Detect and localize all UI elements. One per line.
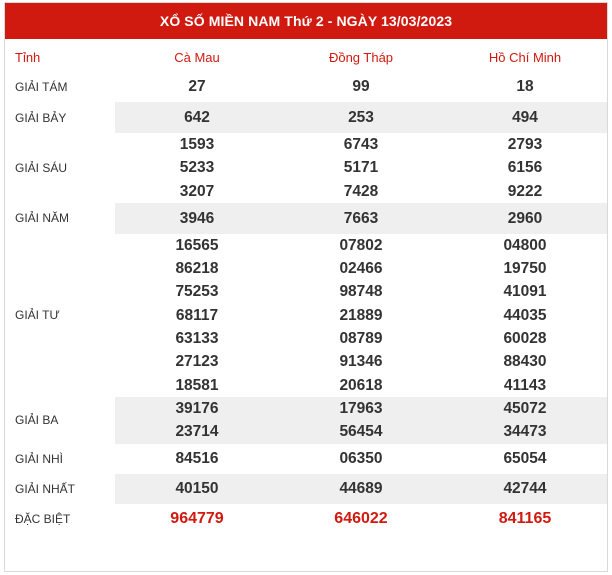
results-title: XỔ SỐ MIỀN NAM Thứ 2 - NGÀY 13/03/2023: [5, 3, 607, 39]
prize-label: GIẢI NĂM: [5, 203, 115, 234]
prize-number: 642: [184, 108, 210, 126]
prize-label: GIẢI TÁM: [5, 71, 115, 102]
prize-number: 17963: [339, 399, 383, 417]
prize-row-giai-tam: [5, 71, 607, 102]
prize-number: 91346: [339, 353, 383, 371]
prize-number: 56454: [339, 423, 383, 441]
prize-cell-ho-chi-minh: [443, 504, 607, 534]
prize-cell-dong-thap: [279, 474, 443, 504]
results-table: [5, 43, 607, 534]
prize-number: 253: [348, 108, 374, 126]
prize-number: 86218: [175, 260, 219, 278]
prize-number: 21889: [339, 306, 383, 324]
prize-cell-dong-thap: [279, 203, 443, 234]
prize-cell-ho-chi-minh: [443, 474, 607, 504]
prize-number: 27123: [175, 353, 219, 371]
prize-number: 6743: [343, 136, 379, 153]
prize-number: 19750: [503, 260, 547, 278]
prize-number: 7428: [343, 182, 379, 200]
province-label-header: Tỉnh: [5, 43, 115, 71]
prize-number: 2960: [507, 209, 543, 227]
prize-cell-ca-mau: [115, 203, 279, 234]
prize-number: 23714: [175, 423, 219, 441]
prize-cell-ca-mau: [115, 474, 279, 504]
prize-cell-ho-chi-minh: [443, 397, 607, 444]
prize-number: 6156: [507, 159, 543, 177]
prize-cell-ho-chi-minh: [443, 133, 607, 203]
prize-cell-dong-thap: [279, 102, 443, 133]
prize-number: 02466: [339, 260, 383, 278]
prize-label: GIẢI SÁU: [5, 133, 115, 203]
prize-number: 63133: [175, 330, 219, 348]
prize-number: 5233: [179, 159, 215, 177]
prize-number: 99: [352, 77, 370, 95]
prize-cell-ca-mau: [115, 444, 279, 474]
prize-number: 07802: [339, 236, 383, 254]
prize-number: 98748: [339, 283, 383, 301]
prize-number: 7663: [343, 209, 379, 227]
prize-cell-ca-mau: [115, 102, 279, 133]
province-header-dong-thap[interactable]: Đồng Tháp: [279, 43, 443, 71]
prize-number: 44689: [339, 479, 383, 497]
prize-row-giai-tu: [5, 234, 607, 397]
prize-row-giai-nam: [5, 203, 607, 234]
prize-number: 27: [188, 77, 206, 95]
prize-number: 39176: [175, 399, 219, 417]
prize-number: 34473: [503, 423, 547, 441]
prize-cell-dong-thap: [279, 397, 443, 444]
prize-label: ĐẶC BIỆT: [5, 504, 115, 534]
prize-cell-ho-chi-minh: [443, 203, 607, 234]
prize-cell-ho-chi-minh: [443, 102, 607, 133]
prize-number: 60028: [503, 330, 547, 348]
prize-number: 45072: [503, 399, 547, 417]
prize-cell-dong-thap: [279, 71, 443, 102]
prize-number: 75253: [175, 283, 219, 301]
prize-cell-dong-thap: [279, 444, 443, 474]
prize-number: 68117: [175, 306, 219, 324]
prize-cell-ho-chi-minh: [443, 234, 607, 397]
prize-number: 44035: [503, 306, 547, 324]
prize-number: 20618: [339, 376, 383, 394]
prize-cell-dong-thap: [279, 234, 443, 397]
prize-number: 964779: [170, 509, 224, 527]
prize-number: 9222: [507, 182, 543, 200]
prize-row-giai-bay: [5, 102, 607, 133]
prize-number: 65054: [503, 449, 547, 467]
prize-number: 04800: [503, 236, 547, 254]
prize-cell-ca-mau: [115, 234, 279, 397]
prize-row-giai-ba: [5, 397, 607, 444]
prize-cell-ca-mau: [115, 504, 279, 534]
prize-number: 41091: [503, 283, 547, 301]
prize-number: 84516: [175, 449, 219, 467]
prize-number: 42744: [503, 479, 547, 497]
prize-cell-dong-thap: [279, 133, 443, 203]
prize-label: GIẢI TƯ: [5, 234, 115, 397]
prize-number: 08789: [339, 330, 383, 348]
prize-number: 88430: [503, 353, 547, 371]
prize-row-giai-sau: [5, 133, 607, 203]
prize-number: 06350: [339, 449, 383, 467]
prize-row-giai-nhi: [5, 444, 607, 474]
prize-number: 41143: [503, 376, 547, 394]
lottery-results-card: [4, 2, 608, 572]
prize-row-giai-nhat: [5, 474, 607, 504]
prize-number: 841165: [498, 509, 552, 527]
prize-label: GIẢI BA: [5, 397, 115, 444]
prize-number: 3207: [179, 182, 215, 200]
prize-number: 18: [516, 77, 534, 95]
prize-cell-ca-mau: [115, 133, 279, 203]
prize-cell-ho-chi-minh: [443, 444, 607, 474]
prize-number: 494: [512, 108, 538, 126]
prize-number: 1593: [179, 136, 215, 153]
prize-number: 5171: [343, 159, 379, 177]
prize-label: GIẢI BẢY: [5, 102, 115, 133]
prize-number: 2793: [507, 136, 543, 153]
province-header-ho-chi-minh[interactable]: Hồ Chí Minh: [443, 43, 607, 71]
header-row: [5, 43, 607, 71]
province-header-ca-mau[interactable]: Cà Mau: [115, 43, 279, 71]
prize-number: 40150: [175, 479, 219, 497]
prize-label: GIẢI NHẤT: [5, 474, 115, 504]
prize-number: 646022: [334, 509, 388, 527]
prize-row-dac-biet: [5, 504, 607, 534]
prize-cell-ca-mau: [115, 397, 279, 444]
prize-cell-dong-thap: [279, 504, 443, 534]
prize-number: 3946: [179, 209, 215, 227]
prize-cell-ho-chi-minh: [443, 71, 607, 102]
prize-number: 18581: [175, 376, 219, 394]
prize-label: GIẢI NHÌ: [5, 444, 115, 474]
prize-number: 16565: [175, 236, 219, 254]
prize-rows: [5, 71, 607, 534]
prize-cell-ca-mau: [115, 71, 279, 102]
